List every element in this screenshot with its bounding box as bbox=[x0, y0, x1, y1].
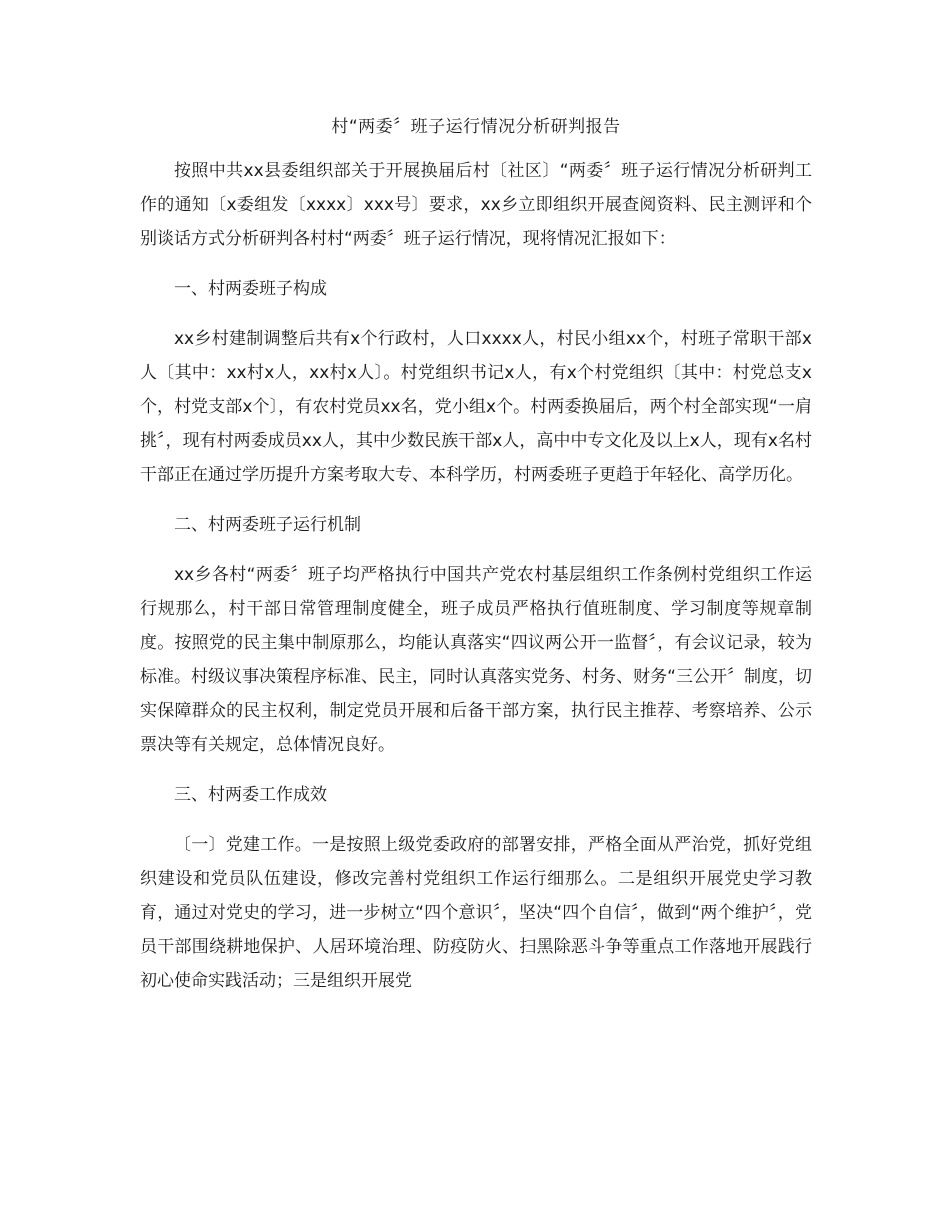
section-paragraph-2: xx乡各村“两委〞班子均严格执行中国共产党农村基层组织工作条例村党组织工作运行规那么，村干部日常管理制度健全，班子成员严格执行值班制度、学习制度等规章制度。按照党的民主集中制原那么，均能认真落实“四议两公开一监督〞，有会议记录，较为标准。村级议事决策程序标准、民主，同时认真落实党务、村务、财务“三公开〞制度，切实保障群众的民主权利，制定党员开展和后备干部方案，执行民主推荐、考察培养、公示票决等有关规定，总体情况良好。 bbox=[140, 565, 812, 755]
section-paragraph-1: xx乡村建制调整后共有x个行政村，人口xxxx人，村民小组xx个，村班子常职干部x人〔其中：xx村x人，xx村x人〕。村党组织书记x人，有x个村党组织〔其中：村党总支x个，村党支部x个〕，有农村党员xx名，党小组x个。村两委换届后，两个村全部实现“一肩挑〞，现有村两委成员xx人，其中少数民族干部x人，高中中专文化及以上x人，现有x名村干部正在通过学历提升方案考取大专、本科学历，村两委班子更趋于年轻化、高学历化。 bbox=[140, 329, 812, 485]
section-heading-1: 一、村两委班子构成 bbox=[174, 279, 327, 299]
document-title: 村“两委〞班子运行情况分析研判报告 bbox=[331, 117, 621, 137]
intro-paragraph: 按照中共xx县委组织部关于开展换届后村〔社区〕“两委〞班子运行情况分析研判工作的通知〔x委组发〔xxxx〕xxx号〕要求，xx乡立即组织开展查阅资料、民主测评和个别谈话方式分析研判各村村“两委〞班子运行情况，现将情况汇报如下： bbox=[140, 161, 812, 249]
section-heading-3: 三、村两委工作成效 bbox=[174, 785, 327, 805]
document-page bbox=[140, 110, 812, 1014]
section-paragraph-3: 〔一〕党建工作。一是按照上级党委政府的部署安排，严格全面从严治党，抓好党组织建设和党员队伍建设，修改完善村党组织工作运行细那么。二是组织开展党史学习教育，通过对党史的学习，进一步树立“四个意识〞，坚决“四个自信〞，做到“两个维护〞，党员干部围绕耕地保护、人居环境治理、防疫防火、扫黑除恶斗争等重点工作落地开展践行初心使命实践活动；三是组织开展党 bbox=[140, 835, 812, 991]
section-heading-2: 二、村两委班子运行机制 bbox=[174, 515, 361, 535]
